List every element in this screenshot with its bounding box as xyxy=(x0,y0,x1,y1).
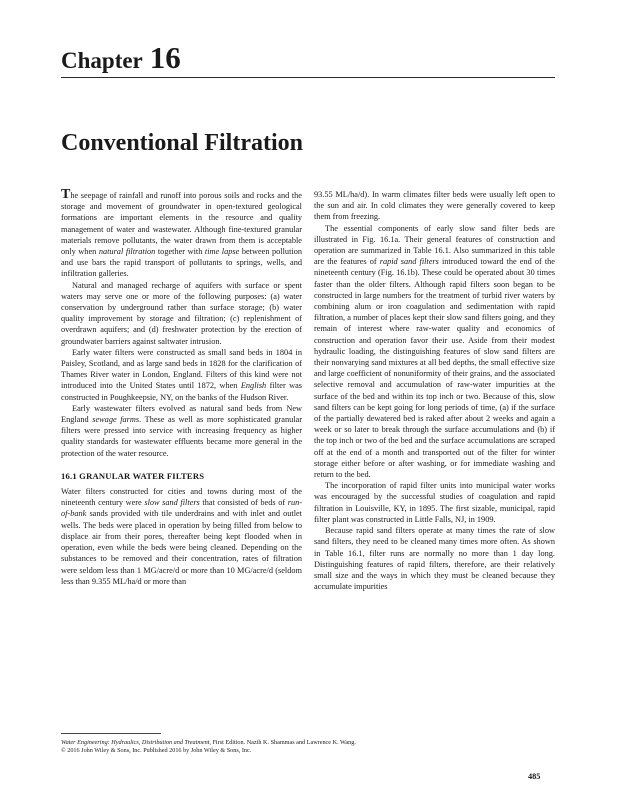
granular-filters-paragraph: Water filters constructed for cities and towns during most of the nineteenth century were slow sand filters that consisted of beds of run-of-bank sands provided with tile underdrains and with inlet and outlet wells. The beds were placed in operation by being filled from below to displace air from their pores, thereafter being kept flooded when in operation, even while the beds were being cleaned. Depending on the substances to be removed and their concentration, rates of filtration were seldom less than 1 MG/acre/d or more than 10 MG/acre/d (seldom less than 9.355 ML/ha/d or more than xyxy=(61,487,303,586)
incorporation-paragraph: The incorporation of rapid filter units into municipal water works was encouraged by the successful studies of coagulation and rapid filtration in Louisville, KY, in 1895. The first sizable, municipal, rapid filter plant was constructed in Little Falls, NJ, in 1909. xyxy=(314,481,555,524)
chapter-title: Conventional Filtration xyxy=(61,130,304,156)
chapter-label: Chapter xyxy=(61,48,143,73)
early-filters-paragraph: Early water filters were constructed as small sand beds in 1804 in Paisley, Scotland, and as large sand beds in 1828 for the clarification of Thames River water in London, England. Filters of this kind were not introduced into the United States until 1872, when English filter was constructed in Poughkeepsie, NY, on the banks of the Hudson River. xyxy=(61,347,302,402)
intro-paragraph: The seepage of rainfall and runoff into porous soils and rocks and the storage and movement of groundwater in open-textured geological formations are important elements in the resource and quality management of water and wastewater. Although fine-textured granular materials remove pollutants, the water drawn from them is acceptable only when natural filtration together with time lapse between pollution and use bars the rapid transport of pollutants to springs, wells, and infiltration galleries. xyxy=(61,187,302,279)
essential-components-paragraph: The essential components of early slow sand filter beds are illustrated in Fig. 16.1a. Their general features of construction and operation are summarized in Table 16.1. Also summarized in this table are the features of rapid sand filters introduced toward the end of the nineteenth century (Fig. 16.1b). These could be operated about 30 times faster than the older filters. Although rapid filters soon began to be constructed in large numbers for the treatment of turbid river waters by combining alum or iron coagulation and sedimentation with rapid filtration, a number of places kept their slow sand filters going, and they remain of interest where raw-water quality and economics of construction and operation favor their use. Aside from their modest hydraulic loading, the distinguishing features of slow sand filters are their nonvarying sand mixtures at all bed depths, the small effective size and large coefficient of nonuniformity of their grains, and the associated selective removal and accumulation of raw-water impurities at the surface of the bed and within its top inch or two. Because of this, slow sand filters can be kept going for long periods of time, (a) if the surface of the partially dewatered bed is raked after about 2 weeks and again a week or so later to break through the surface accumulations and (b) if the top inch or two of the bed and the surface accumulations are scraped off at the end of a month and transported out of the filter for winter storage either before or after washing, or for immediate washing and return to the bed. xyxy=(314,223,555,480)
page-number: 485 xyxy=(528,772,541,781)
chapter-number: 16 xyxy=(149,40,181,75)
recharge-paragraph: Natural and managed recharge of aquifers with surface or spent waters may serve one or more of the following purposes: (a) water conservation by underground rather than surface storage; (b) water quality improvement by storage and filtration; (c) replenishment of overdrawn aquifers; and (d) freshwater protection by the erection of groundwater barriers against saltwater intrusion. xyxy=(61,280,302,346)
footnote-citation: Water Engineering: Hydraulics, Distribution and Treatment, First Edition. Nazih K. Shammas and Lawrence K. Wang. xyxy=(61,739,356,746)
wastewater-paragraph: Early wastewater filters evolved as natural sand beds from New England sewage farms. These as well as more sophisticated granular filters were pressed into service with increasing frequency as higher quality standards for wastewater effluents became more general in the protection of the water resource. xyxy=(61,403,302,458)
footnote-divider xyxy=(61,733,161,734)
drop-cap: T xyxy=(61,187,71,202)
continued-paragraph: 93.55 ML/ha/d). In warm climates filter beds were usually left open to the sun and air. In cold climates they were generally covered to keep them from freezing. xyxy=(314,190,555,222)
chapter-divider xyxy=(61,77,555,78)
footnote xyxy=(61,739,555,756)
footnote-copyright: © 2016 John Wiley & Sons, Inc. Published 2016 by John Wiley & Sons, Inc. xyxy=(61,747,252,755)
left-column xyxy=(61,189,302,587)
chapter-heading xyxy=(61,40,181,76)
rapid-filters-paragraph: Because rapid sand filters operate at many times the rate of slow sand filters, they need to be cleaned many times more often. As shown in Table 16.1, filter runs are normally no more than 1 day long. Distinguishing features of rapid filters, therefore, are their relatively small size and the ways in which they must be cleaned because they accumulate impurities xyxy=(314,526,555,592)
right-column xyxy=(314,189,555,592)
section-heading: 16.1 GRANULAR WATER FILTERS xyxy=(61,470,205,481)
